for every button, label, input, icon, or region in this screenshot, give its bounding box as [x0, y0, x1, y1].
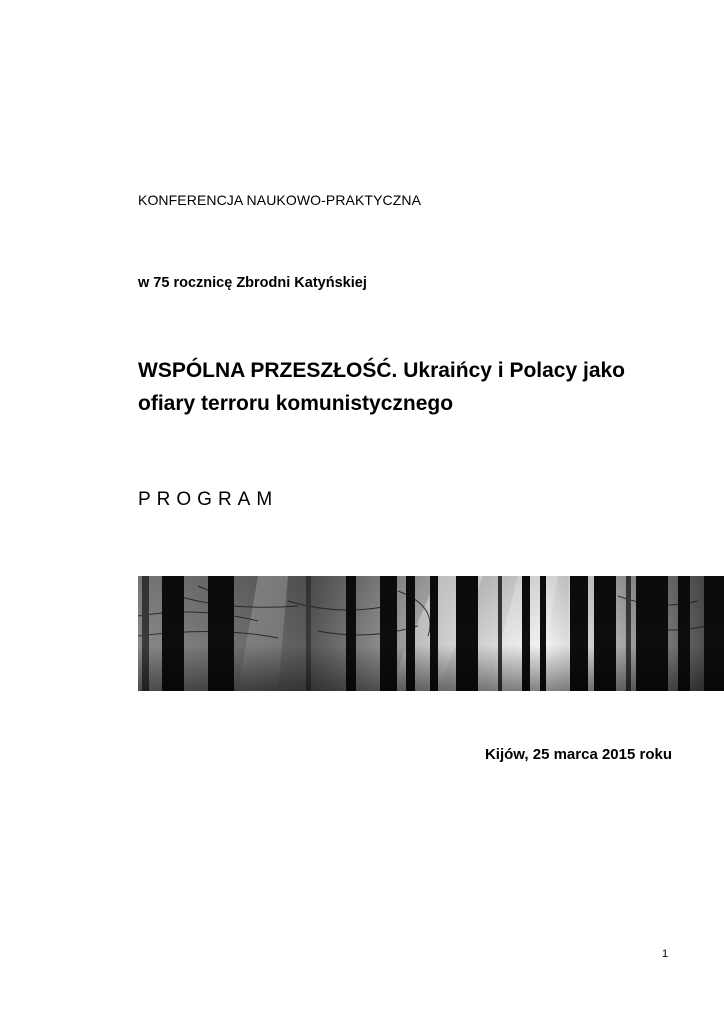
title-line-1: WSPÓLNA PRZESZŁOŚĆ. Ukraińcy i Polacy jako: [138, 359, 626, 382]
place-and-date: Kijów, 25 marca 2015 roku: [484, 746, 672, 763]
title-line-2: ofiary terroru komunistycznego: [138, 392, 454, 415]
program-heading: PROGRAM: [138, 489, 279, 510]
conference-type-label: KONFERENCJA NAUKOWO-PRAKTYCZNA: [138, 192, 422, 208]
conference-title: [138, 354, 698, 420]
page-number: 1: [662, 948, 669, 960]
anniversary-subtitle: w 75 rocznicę Zbrodni Katyńskiej: [138, 275, 367, 291]
forest-photo: [138, 576, 724, 691]
